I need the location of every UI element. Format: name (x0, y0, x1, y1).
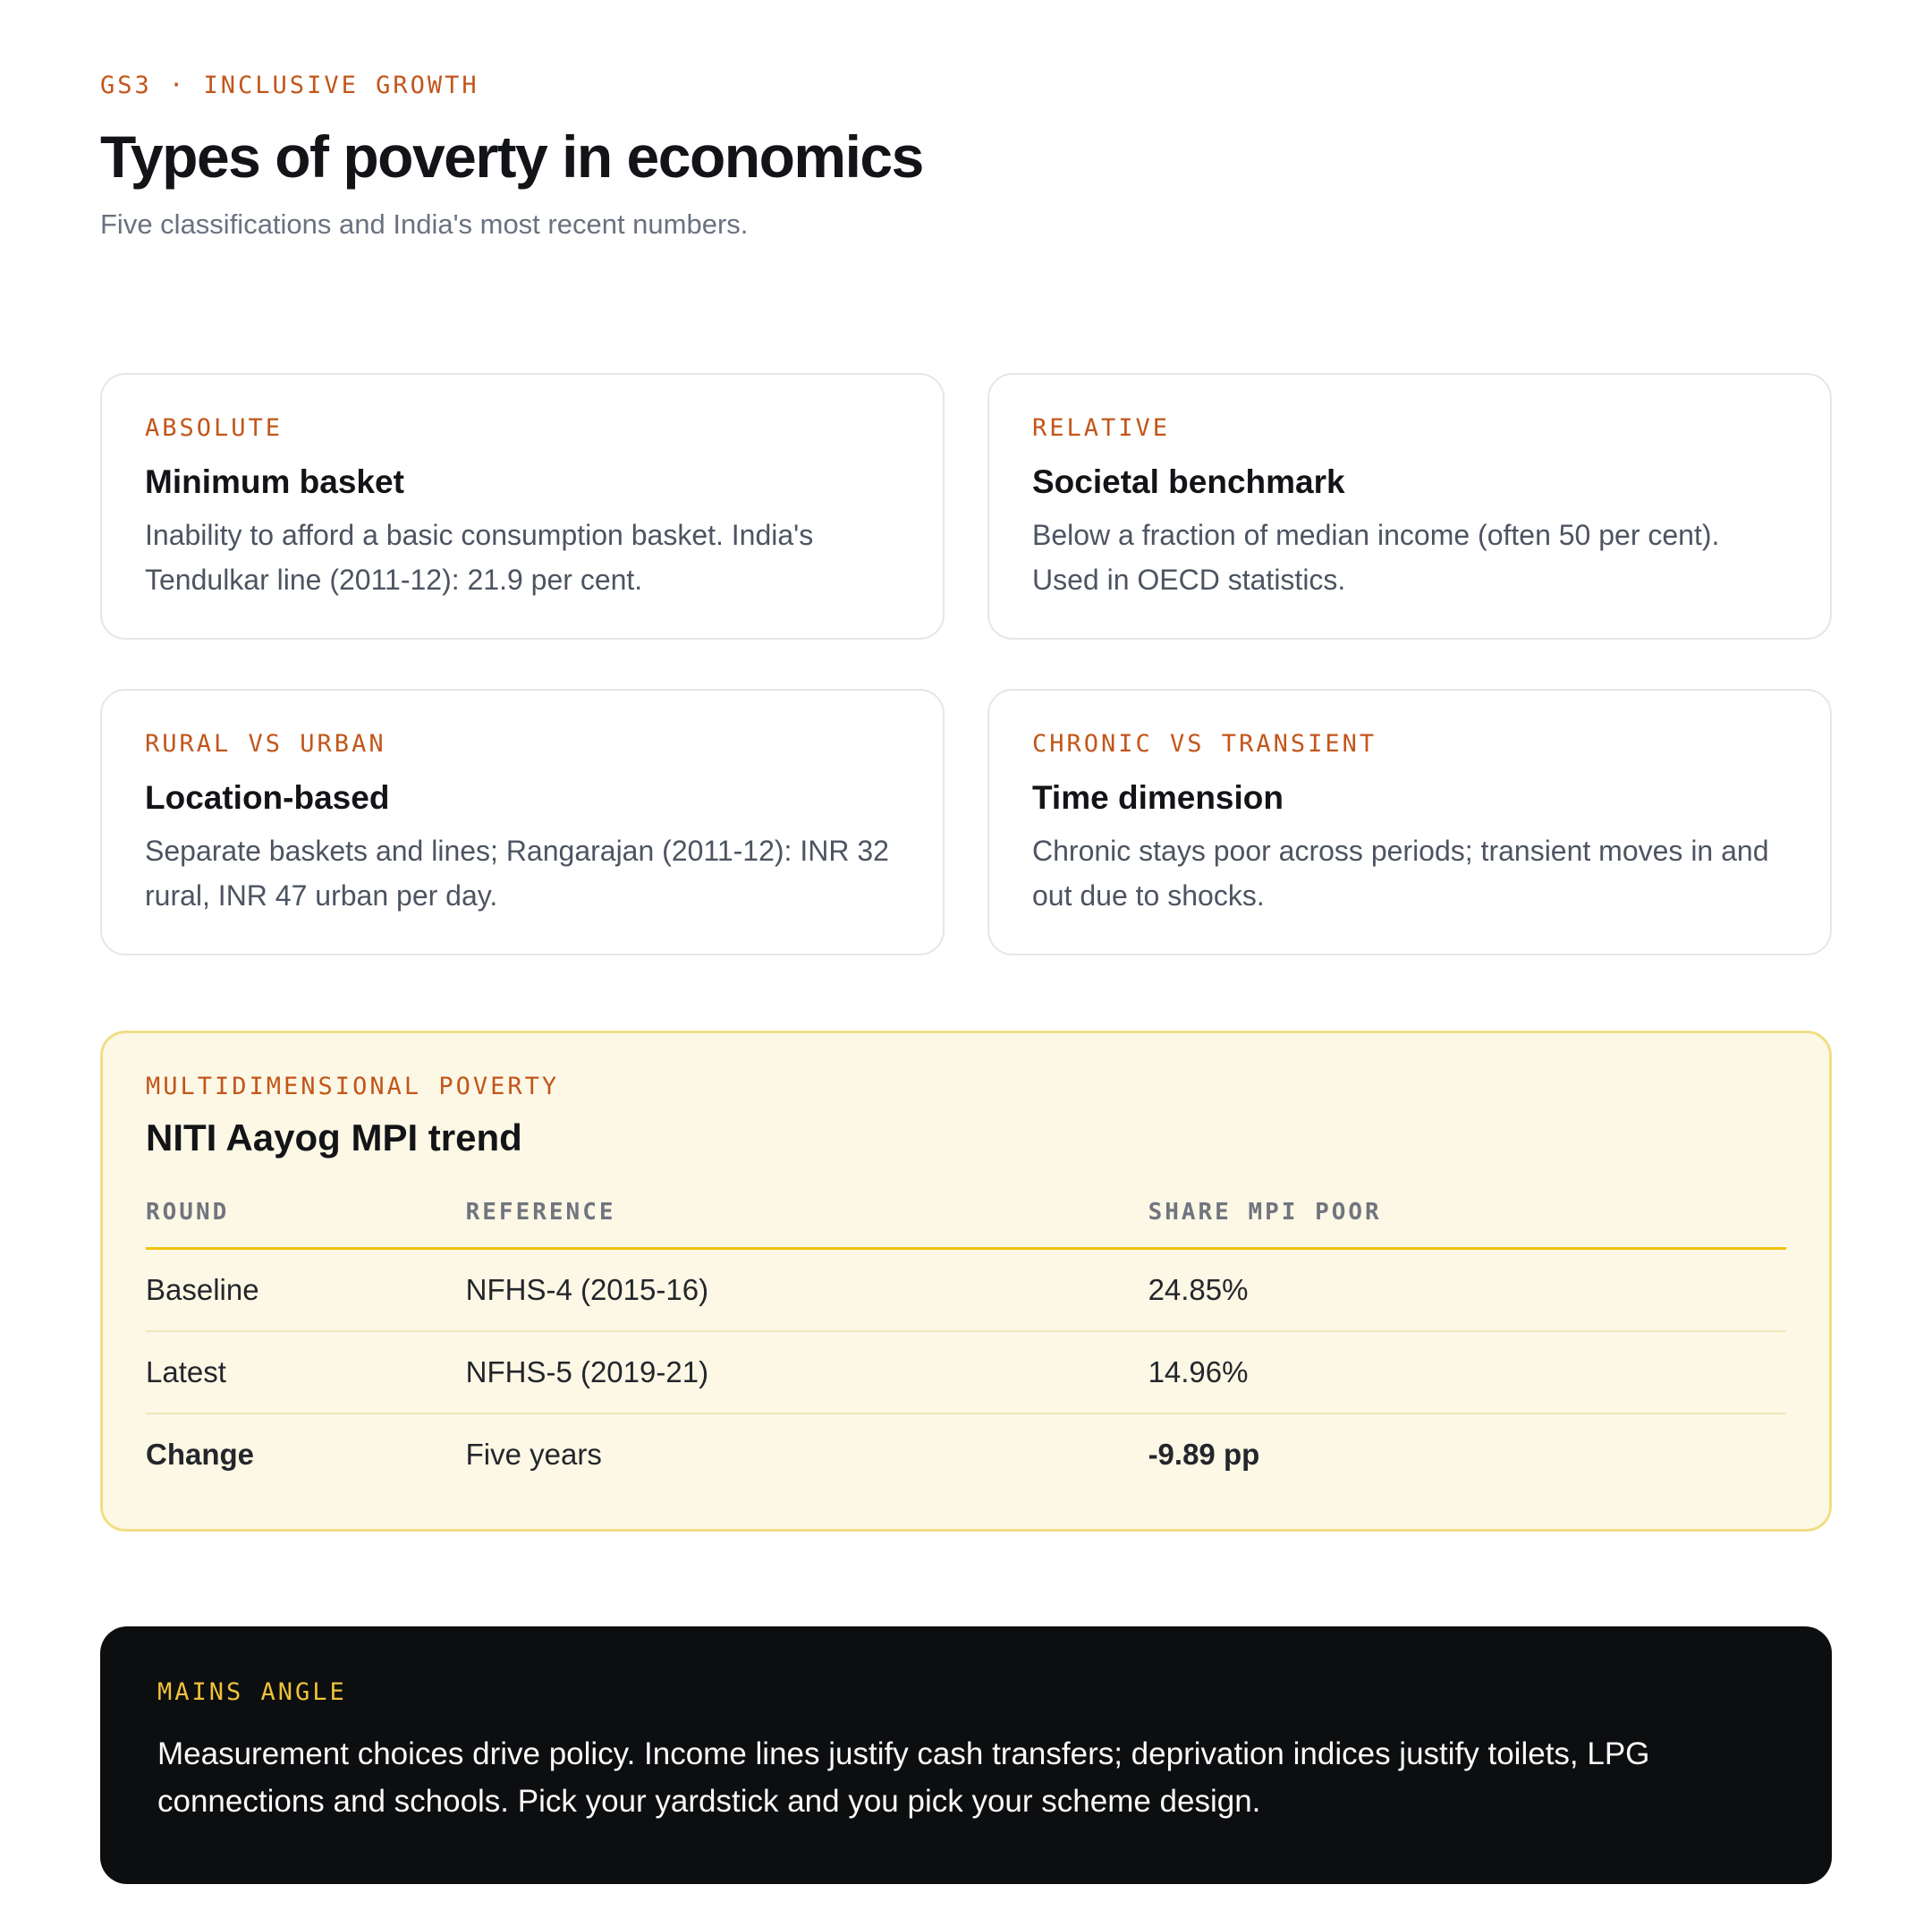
page-header (100, 72, 1832, 241)
card-title: Minimum basket (145, 463, 404, 500)
card-body: Chronic stays poor across periods; transient moves in and out due to shocks. (1032, 835, 1769, 912)
mpi-trend-panel (100, 1031, 1832, 1532)
cell-round: Change (146, 1438, 255, 1472)
mpi-trend-table (146, 1186, 1786, 1484)
card-body: Separate baskets and lines; Rangarajan (2011-12): INR 32 rural, INR 47 urban per day. (145, 835, 889, 912)
mpi-panel-title: NITI Aayog MPI trend (146, 1116, 522, 1159)
table-row-change (146, 1413, 1786, 1484)
card-body: Inability to afford a basic consumption basket. India's Tendulkar line (2011-12): 21.9 per cent. (145, 519, 814, 596)
mains-panel-body: Measurement choices drive policy. Income lines justify cash transfers; deprivation indices justify toilets, LPG connections and schools. Pick your yardstick and you pick your scheme design. (157, 1736, 1650, 1819)
card-rural-vs-urban (100, 689, 945, 955)
column-header-share: SHARE MPI POOR (1148, 1186, 1786, 1249)
cell-reference: NFHS-4 (2015-16) (466, 1249, 1148, 1332)
card-label: RELATIVE (1032, 414, 1171, 442)
table-header-row (146, 1186, 1786, 1249)
table-row-latest (146, 1331, 1786, 1413)
card-label: CHRONIC VS TRANSIENT (1032, 730, 1377, 759)
card-absolute (100, 373, 945, 640)
breadcrumb: GS3 · INCLUSIVE GROWTH (100, 72, 479, 99)
mains-angle-panel (100, 1626, 1832, 1884)
column-header-round: ROUND (146, 1186, 466, 1249)
card-label: RURAL VS URBAN (145, 730, 386, 759)
mpi-panel-label: MULTIDIMENSIONAL POVERTY (146, 1073, 560, 1101)
page-title: Types of poverty in economics (100, 123, 923, 190)
card-label: ABSOLUTE (145, 414, 284, 442)
card-title: Location-based (145, 779, 390, 817)
column-header-reference: REFERENCE (466, 1186, 1148, 1249)
cell-reference: Five years (465, 1438, 602, 1472)
page-subtitle: Five classifications and India's most recent numbers. (100, 208, 749, 240)
cell-round: Baseline (146, 1249, 466, 1332)
mains-panel-label: MAINS ANGLE (157, 1678, 347, 1707)
card-body: Below a fraction of median income (often 50 per cent). Used in OECD statistics. (1032, 519, 1720, 596)
table-row-baseline (146, 1249, 1786, 1332)
cell-share: 14.96% (1148, 1331, 1786, 1413)
card-chronic-vs-transient (987, 689, 1832, 955)
card-title: Societal benchmark (1032, 463, 1345, 500)
cell-share-change: -9.89 pp (1148, 1438, 1260, 1472)
cell-share: 24.85% (1148, 1249, 1786, 1332)
cell-reference: NFHS-5 (2019-21) (466, 1331, 1148, 1413)
card-title: Time dimension (1032, 779, 1284, 817)
card-relative (987, 373, 1832, 640)
poverty-type-cards (100, 373, 1832, 955)
cell-round: Latest (146, 1331, 466, 1413)
